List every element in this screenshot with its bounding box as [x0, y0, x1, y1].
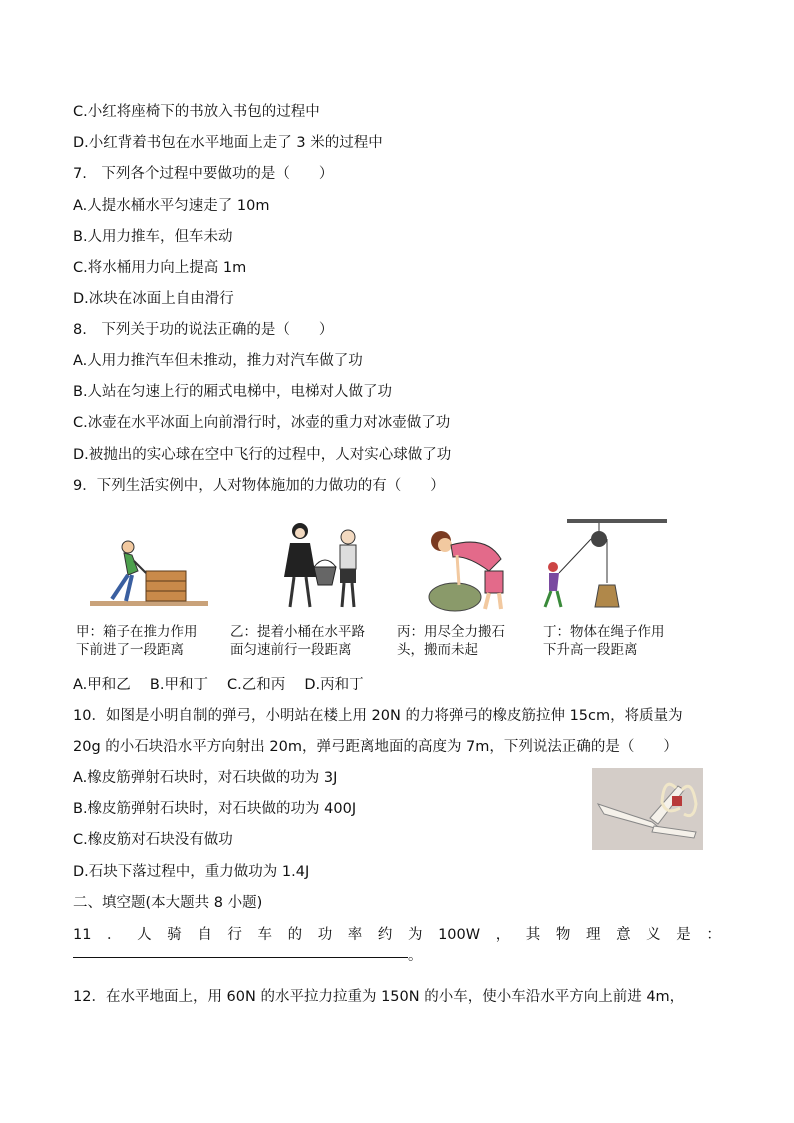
question-9-options: A.甲和乙 B.甲和丁 C.乙和丙 D.丙和丁	[73, 677, 364, 693]
q11-period: 。	[408, 948, 423, 964]
carrying-bucket-illustration	[230, 515, 370, 615]
caption-jia: 甲：箱子在推力作用 下前进了一段距离	[76, 624, 198, 658]
option-c-q10: C.橡皮筋对石块没有做功	[73, 832, 233, 848]
caption-bing: 丙：用尽全力搬石 头，搬而未起	[397, 624, 505, 658]
pulley-illustration	[537, 515, 677, 615]
section-2-title: 二、填空题(本大题共 8 小题)	[73, 895, 263, 911]
option-c-q6: C.小红将座椅下的书放入书包的过程中	[73, 104, 320, 120]
pushing-box-illustration	[70, 515, 210, 610]
question-12: 12．在水平地面上，用 60N 的水平拉力拉重为 150N 的小车，使小车沿水平方向上前进 4m，	[73, 989, 685, 1005]
option-d-q8: D.被抛出的实心球在空中飞行的过程中，人对实心球做了功	[73, 447, 452, 463]
answer-blank-q11[interactable]	[73, 957, 408, 958]
option-a-q8: A.人用力推汽车但未推动，推力对汽车做了功	[73, 353, 363, 369]
option-a-q7: A.人提水桶水平匀速走了 10m	[73, 198, 270, 214]
slingshot-photo	[592, 768, 703, 850]
question-9: 9．下列生活实例中，人对物体施加的力做功的有（ ）	[73, 478, 445, 494]
option-d-q6: D.小红背着书包在水平地面上走了 3 米的过程中	[73, 135, 383, 151]
option-d-q7: D.冰块在冰面上自由滑行	[73, 291, 234, 307]
question-10-line1: 10．如图是小明自制的弹弓，小明站在楼上用 20N 的力将弹弓的橡皮筋拉伸 15cm，将质量为	[73, 708, 683, 724]
question-7: 7. 下列各个过程中要做功的是（ ）	[73, 166, 334, 182]
option-a-q10: A.橡皮筋弹射石块时，对石块做的功为 3J	[73, 770, 338, 786]
option-c-q8: C.冰壶在水平冰面上向前滑行时，冰壶的重力对冰壶做了功	[73, 415, 451, 431]
question-11: 11 ． 人 骑 自 行 车 的 功 率 约 为 100W ， 其 物 理 意 义 是 ：	[73, 927, 721, 943]
option-b-q8: B.人站在匀速上行的厢式电梯中，电梯对人做了功	[73, 384, 393, 400]
figure-yi	[230, 515, 390, 658]
caption-ding: 丁：物体在绳子作用 下升高一段距离	[543, 624, 665, 658]
lifting-stone-illustration	[397, 515, 537, 615]
option-b-q10: B.橡皮筋弹射石块时，对石块做的功为 400J	[73, 801, 357, 817]
caption-yi: 乙：提着小桶在水平路 面匀速前行一段距离	[230, 624, 365, 658]
option-c-q7: C.将水桶用力向上提高 1m	[73, 260, 247, 276]
figure-bing	[397, 515, 547, 658]
option-b-q7: B.人用力推车，但车未动	[73, 229, 233, 245]
figure-jia	[70, 515, 220, 658]
question-10-line2: 20g 的小石块沿水平方向射出 20m，弹弓距离地面的高度为 7m，下列说法正确的是（ ）	[73, 739, 678, 755]
question-8: 8. 下列关于功的说法正确的是（ ）	[73, 322, 334, 338]
figure-ding	[537, 515, 697, 658]
option-d-q10: D.石块下落过程中，重力做功为 1.4J	[73, 864, 310, 880]
question-9-figures	[70, 515, 710, 660]
